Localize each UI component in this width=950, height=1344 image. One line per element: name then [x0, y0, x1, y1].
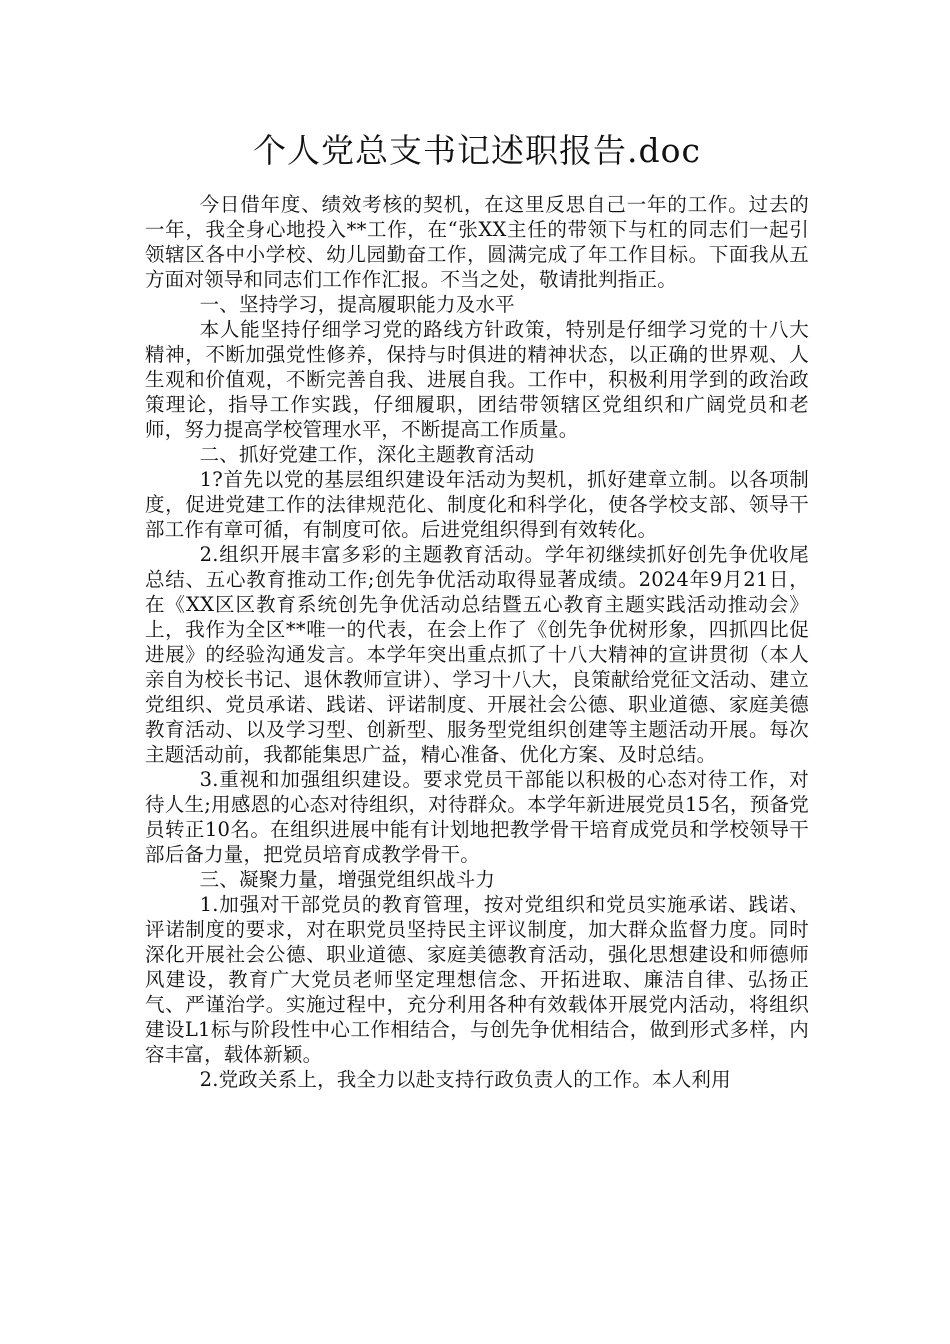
paragraph: 本人能坚持仔细学习党的路线方针政策，特别是仔细学习党的十八大精神，不断加强党性修养，保持与时俱进的精神状态，以正确的世界观、人生观和价值观，不断完善自我、进展自我。工作中，积极利用学到的政治政策理论，指导工作实践，仔细履职，团结带领辖区党组织和广阔党员和老师，努力提高学校管理水平，不断提高工作质量。 [145, 318, 809, 441]
paragraph-intro: 今日借年度、绩效考核的契机，在这里反思自己一年的工作。过去的一年，我全身心地投入**工作，在“张XX主任的带领下与杠的同志们一起引领辖区各中小学校、幼儿园勤奋工作，圆满完成了年工作目标。下面我从五方面对领导和同志们工作作汇报。不当之处，敬请批判指正。 [145, 193, 809, 291]
document-title: 个人党总支书记述职报告.doc [253, 131, 701, 170]
paragraph: 1?首先以党的基层组织建设年活动为契机，抓好建章立制。以各项制度，促进党建工作的法律规范化、制度化和科学化，使各学校支部、领导干部工作有章可循，有制度可依。后进党组织得到有效转化。 [145, 468, 809, 541]
section-heading-2: 二、抓好党建工作，深化主题教育活动 [199, 443, 535, 466]
paragraph: 1.加强对干部党员的教育管理，按对党组织和党员实施承诺、践诺、评诺制度的要求，对在职党员坚持民主评议制度，加大群众监督力度。同时深化开展社会公德、职业道德、家庭美德教育活动，强化思想建设和师德师风建设，教育广大党员老师坚定理想信念、开拓进取、廉洁自律、弘扬正气、严谨治学。实施过程中，充分利用各种有效载体开展党内活动，将组织建设L1标与阶段性中心工作相结合，与创先争优相结合，做到形式多样，内容丰富，载体新颖。 [145, 893, 809, 1066]
document-body [145, 192, 809, 1092]
paragraph: 3.重视和加强组织建设。要求党员干部能以积极的心态对待工作，对待人生;用感恩的心态对待组织，对待群众。本学年新进展党员15名，预备党员转正10名。在组织进展中能有计划地把教学骨干培育成党员和学校领导干部后备力量，把党员培育成教学骨干。 [145, 768, 809, 866]
section-heading-1: 一、坚持学习，提高履职能力及水平 [199, 293, 515, 316]
section-heading-3: 三、凝聚力量，增强党组织战斗力 [199, 868, 496, 891]
document-page [145, 126, 809, 1092]
paragraph: 2.党政关系上，我全力以赴支持行政负责人的工作。本人利用 [199, 1068, 731, 1091]
paragraph: 2.组织开展丰富多彩的主题教育活动。学年初继续抓好创先争优收尾总结、五心教育推动工作;创先争优活动取得显著成绩。2024年9月21日，在《XX区区教育系统创先争优活动总结暨五心教育主题实践活动推动会》上，我作为全区**唯一的代表，在会上作了《创先争优树形象，四抓四比促进展》的经验沟通发言。本学年突出重点抓了十八大精神的宣讲贯彻（本人亲自为校长书记、退休教师宣讲）、学习十八大，良策献给党征文活动、建立党组织、党员承诺、践诺、评诺制度、开展社会公德、职业道德、家庭美德教育活动、以及学习型、创新型、服务型党组织创建等主题活动开展。每次主题活动前，我都能集思广益，精心准备、优化方案、及时总结。 [145, 543, 809, 766]
